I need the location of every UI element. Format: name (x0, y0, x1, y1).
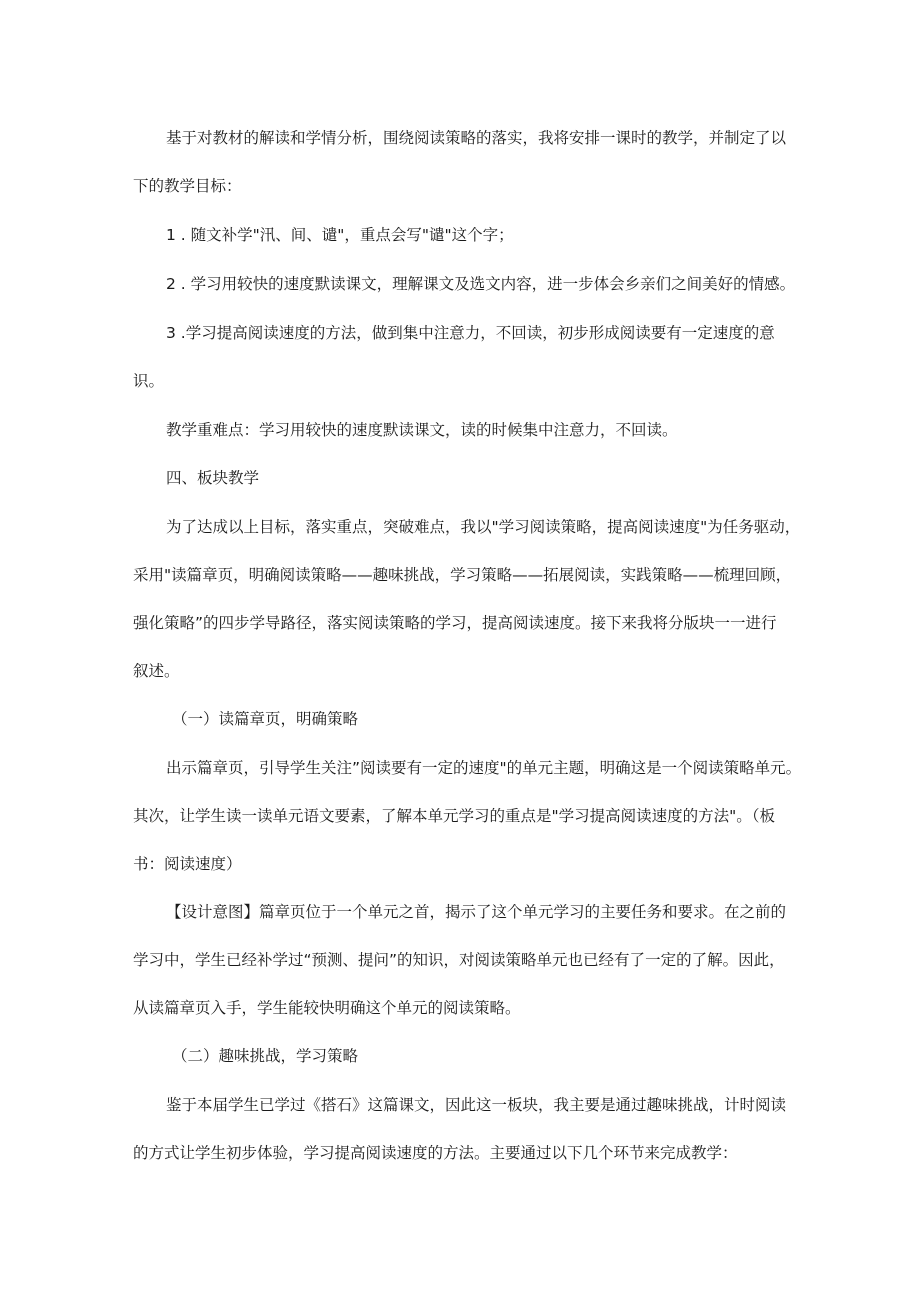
paragraph-approach-line-1: 为了达成以上目标，落实重点，突破难点，我以"学习阅读策略，提高阅读速度"为任务驱动， (166, 518, 801, 536)
paragraph-two-line-2: 的方式让学生初步体验，学习提高阅读速度的方法。主要通过以下几个环节来完成教学： (133, 1144, 738, 1162)
goal-item-3-line-2: 识。 (133, 372, 165, 390)
paragraph-intro-line-2: 下的教学目标： (133, 177, 242, 195)
paragraph-approach-line-4: 叙述。 (133, 662, 180, 680)
subheading-two: （二）趣味挑战，学习策略 (172, 1047, 359, 1065)
design-intent-line-2: 学习中，学生已经补学过“预测、提问”的知识，对阅读策略单元也已经有了一定的了解。因此， (133, 951, 785, 969)
goal-item-2: 2 . 学习用较快的速度默读课文，理解课文及选文内容，进一步体会乡亲们之间美好的情感。 (166, 275, 796, 293)
paragraph-one-line-3: 书：阅读速度） (133, 855, 242, 873)
paragraph-approach-line-3: 强化策略”的四步学导路径，落实阅读策略的学习，提高阅读速度。接下来我将分版块一一进行 (133, 614, 777, 632)
paragraph-approach-line-2: 采用"读篇章页，明确阅读策略——趣味挑战，学习策略——拓展阅读，实践策略——梳理回顾， (133, 566, 792, 584)
key-difficulty: 教学重难点：学习用较快的速度默读课文，读的时候集中注意力，不回读。 (166, 421, 678, 439)
paragraph-two-line-1: 鉴于本届学生已学过《搭石》这篇课文，因此这一板块，我主要是通过趣味挑战，计时阅读 (166, 1096, 787, 1114)
section-heading-four: 四、板块教学 (166, 469, 260, 487)
goal-item-3-line-1: 3 .学习提高阅读速度的方法，做到集中注意力，不回读，初步形成阅读要有一定速度的意 (166, 324, 775, 342)
design-intent-line-1: 【设计意图】篇章页位于一个单元之首，揭示了这个单元学习的主要任务和要求。在之前的 (166, 903, 787, 921)
subheading-one: （一）读篇章页，明确策略 (172, 710, 359, 728)
paragraph-one-line-2: 其次，让学生读一读单元语文要素，了解本单元学习的重点是"学习提高阅读速度的方法"。（板 (133, 807, 776, 825)
design-intent-line-3: 从读篇章页入手，学生能较快明确这个单元的阅读策略。 (133, 999, 521, 1017)
goal-item-1: 1 . 随文补学"汛、间、谴"，重点会写"谴"这个字； (166, 226, 514, 244)
paragraph-one-line-1: 出示篇章页，引导学生关注”阅读要有一定的速度"的单元主题，明确这是一个阅读策略单元。 (166, 759, 802, 777)
paragraph-intro-line-1: 基于对教材的解读和学情分析，围绕阅读策略的落实，我将安排一课时的教学，并制定了以 (166, 129, 787, 147)
